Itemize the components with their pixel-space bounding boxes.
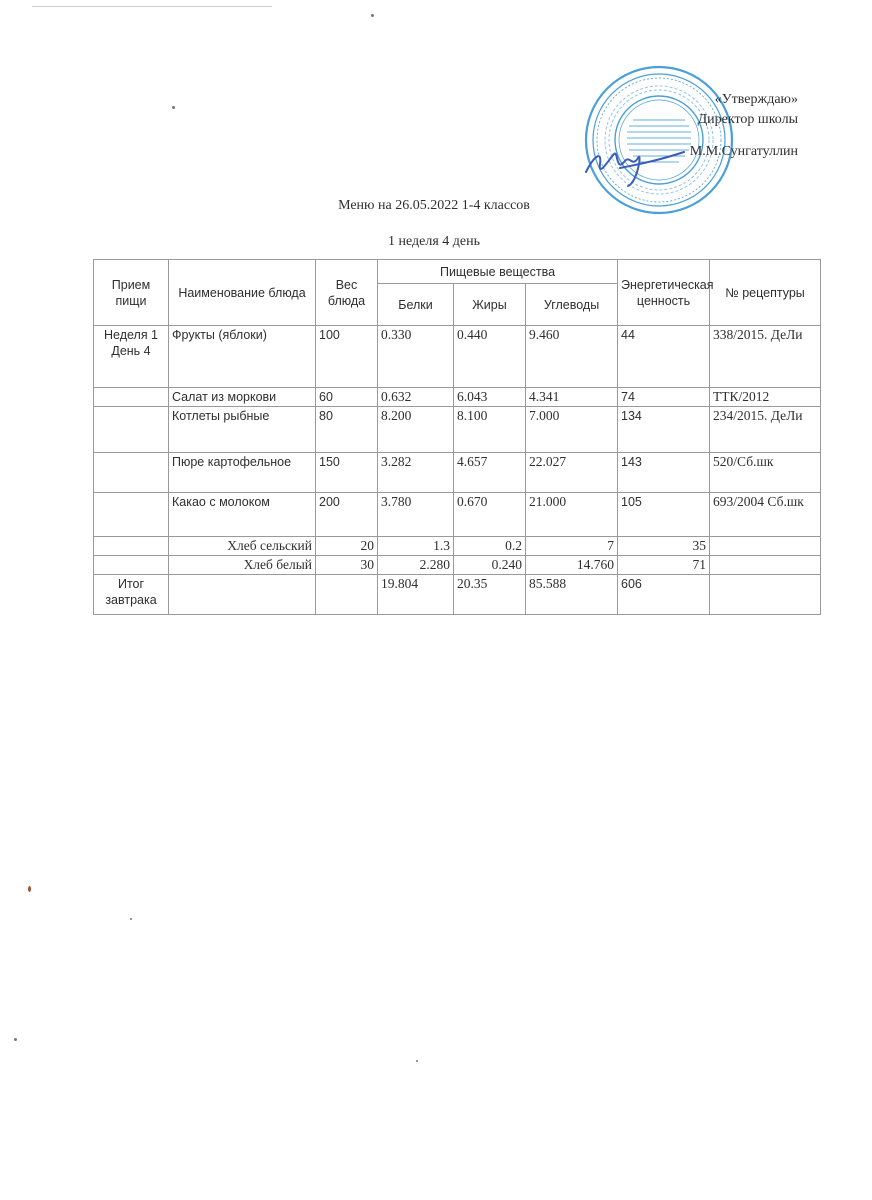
meal-cell <box>94 537 169 556</box>
header-carbs: Углеводы <box>526 284 618 326</box>
carbs-cell: 22.027 <box>526 453 618 493</box>
energy-cell: 143 <box>618 453 710 493</box>
scan-speck <box>28 886 31 892</box>
table-row <box>94 537 821 556</box>
carbs-cell: 7 <box>526 537 618 556</box>
header-recipe: № рецептуры <box>710 260 821 326</box>
menu-subtitle: 1 неделя 4 день <box>388 234 480 249</box>
scan-speck <box>14 1038 17 1041</box>
energy-cell: 74 <box>618 388 710 407</box>
dish-cell: Салат из моркови <box>169 388 316 407</box>
table-row <box>94 556 821 575</box>
recipe-cell: 520/Сб.шк <box>710 453 821 493</box>
energy-cell: 105 <box>618 493 710 537</box>
signature-icon <box>580 138 690 190</box>
total-row <box>94 575 821 615</box>
empty-cell <box>169 575 316 615</box>
meal-cell <box>94 407 169 453</box>
header-dish: Наименование блюда <box>169 260 316 326</box>
recipe-cell: 338/2015. ДеЛи <box>710 326 821 388</box>
recipe-cell: 693/2004 Сб.шк <box>710 493 821 537</box>
energy-cell: 134 <box>618 407 710 453</box>
scan-speck <box>416 1060 418 1062</box>
approval-block <box>690 90 798 162</box>
header-proteins: Белки <box>378 284 454 326</box>
carbs-cell: 4.341 <box>526 388 618 407</box>
meal-cell <box>94 388 169 407</box>
weight-cell: 80 <box>316 407 378 453</box>
dish-cell: Какао с молоком <box>169 493 316 537</box>
weight-cell: 30 <box>316 556 378 575</box>
fats-cell: 0.670 <box>454 493 526 537</box>
header-weight: Вес блюда <box>316 260 378 326</box>
approval-signer: М.М.Сунгатуллин <box>689 144 798 159</box>
dish-cell: Фрукты (яблоки) <box>169 326 316 388</box>
table-row <box>94 493 821 537</box>
header-energy: Энергетическая ценность <box>618 260 710 326</box>
energy-cell: 71 <box>618 556 710 575</box>
carbs-cell: 21.000 <box>526 493 618 537</box>
weight-cell: 60 <box>316 388 378 407</box>
scan-speck <box>371 14 374 17</box>
header-meal: Прием пищи <box>94 260 169 326</box>
fats-cell: 0.440 <box>454 326 526 388</box>
table-row <box>94 453 821 493</box>
approval-line: «Утверждаю» <box>714 92 798 107</box>
meal-cell <box>94 453 169 493</box>
empty-cell <box>316 575 378 615</box>
meal-cell: Неделя 1 День 4 <box>94 326 169 388</box>
header-fats: Жиры <box>454 284 526 326</box>
scan-speck <box>172 106 175 109</box>
energy-cell: 35 <box>618 537 710 556</box>
weight-cell: 20 <box>316 537 378 556</box>
dish-cell: Хлеб белый <box>169 556 316 575</box>
dish-cell: Котлеты рыбные <box>169 407 316 453</box>
total-label: Итог завтрака <box>94 575 169 615</box>
total-energy: 606 <box>618 575 710 615</box>
fats-cell: 4.657 <box>454 453 526 493</box>
weight-cell: 150 <box>316 453 378 493</box>
table-row <box>94 407 821 453</box>
menu-table <box>93 259 821 615</box>
menu-title: Меню на 26.05.2022 1-4 классов <box>338 198 530 213</box>
recipe-cell <box>710 537 821 556</box>
carbs-cell: 14.760 <box>526 556 618 575</box>
proteins-cell: 1.3 <box>378 537 454 556</box>
table-row <box>94 326 821 388</box>
fats-cell: 0.240 <box>454 556 526 575</box>
dish-cell: Хлеб сельский <box>169 537 316 556</box>
weight-cell: 200 <box>316 493 378 537</box>
approval-position: Директор школы <box>697 112 798 127</box>
recipe-cell <box>710 556 821 575</box>
weight-cell: 100 <box>316 326 378 388</box>
total-carbs: 85.588 <box>526 575 618 615</box>
fats-cell: 8.100 <box>454 407 526 453</box>
energy-cell: 44 <box>618 326 710 388</box>
meal-cell <box>94 493 169 537</box>
carbs-cell: 7.000 <box>526 407 618 453</box>
recipe-cell: ТТК/2012 <box>710 388 821 407</box>
scan-edge-line <box>32 6 272 7</box>
fats-cell: 0.2 <box>454 537 526 556</box>
fats-cell: 6.043 <box>454 388 526 407</box>
table-row <box>94 388 821 407</box>
carbs-cell: 9.460 <box>526 326 618 388</box>
header-nutrients: Пищевые вещества <box>378 260 618 284</box>
meal-cell <box>94 556 169 575</box>
total-fats: 20.35 <box>454 575 526 615</box>
proteins-cell: 3.780 <box>378 493 454 537</box>
recipe-cell: 234/2015. ДеЛи <box>710 407 821 453</box>
total-proteins: 19.804 <box>378 575 454 615</box>
scan-speck <box>130 918 132 920</box>
proteins-cell: 8.200 <box>378 407 454 453</box>
proteins-cell: 0.330 <box>378 326 454 388</box>
empty-cell <box>710 575 821 615</box>
proteins-cell: 0.632 <box>378 388 454 407</box>
dish-cell: Пюре картофельное <box>169 453 316 493</box>
proteins-cell: 2.280 <box>378 556 454 575</box>
proteins-cell: 3.282 <box>378 453 454 493</box>
